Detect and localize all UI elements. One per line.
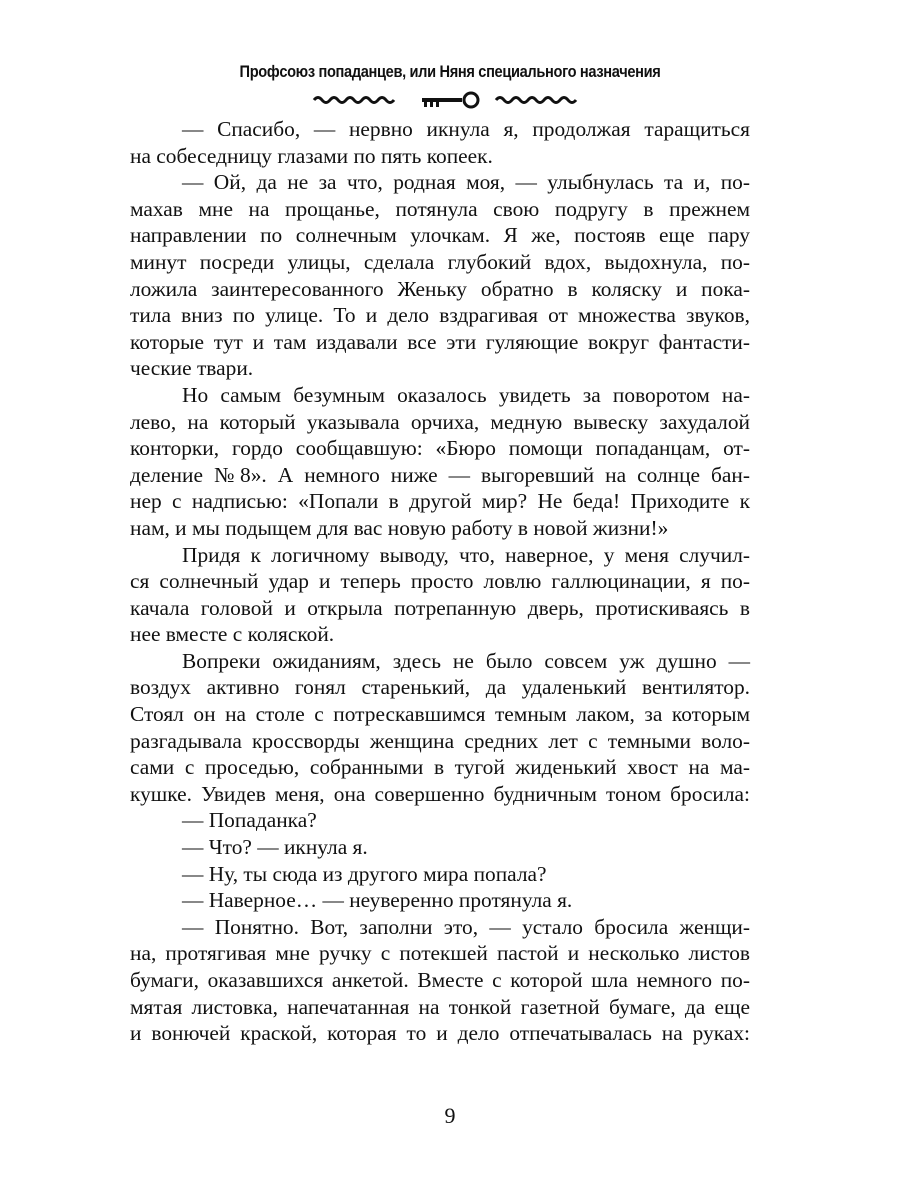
text-line: нее вместе с коляской. xyxy=(130,622,335,647)
text-line: на собеседницу глазами по пять копеек. xyxy=(130,143,493,168)
text-line: — Понятно. Вот, заполни это, — устало бросила женщи- xyxy=(182,914,750,939)
text-line: которые тут и там издавали все эти гуляющие вокруг фантасти- xyxy=(130,329,750,354)
text-line: деление №8». А немного ниже — выгоревший на солнце бан- xyxy=(130,462,750,487)
text-line: нер с надписью: «Попали в другой мир? Не беда! Приходите к xyxy=(130,489,750,514)
text-line: минут посреди улицы, сделала глубокий вдох, выдохнула, по- xyxy=(130,249,750,274)
text-line: сами с проседью, собранными в тугой жиденький хвост на ма- xyxy=(130,755,750,780)
left-wave-ornament xyxy=(314,98,394,103)
text-line: — Наверное… — неуверенно протянула я. xyxy=(182,888,573,913)
key-bit-1 xyxy=(424,102,427,107)
text-line: махав мне на прощанье, потянула свою подругу в прежнем xyxy=(130,196,750,221)
text-line: тила вниз по улице. То и дело вздрагивая от множества звуков, xyxy=(130,303,750,328)
text-line: Вопреки ожиданиям, здесь не было совсем уж душно — xyxy=(182,648,750,673)
text-line: мятая листовка, напечатанная на тонкой газетной бумаге, да еще xyxy=(130,994,750,1019)
text-line: воздух активно гонял старенький, да удаленький вентилятор. xyxy=(130,675,750,700)
text-line: ческие твари. xyxy=(130,356,254,381)
page-number: 9 xyxy=(444,1103,456,1128)
text-line: на, протягивая мне ручку с потекшей пастой и несколько листов xyxy=(130,941,750,966)
text-line: — Ой, да не за что, родная моя, — улыбнулась та и, по- xyxy=(182,170,750,195)
text-line: ся солнечный удар и теперь просто ловлю галлюцинации, я по- xyxy=(130,569,750,594)
right-wave-ornament xyxy=(496,98,576,103)
key-shaft xyxy=(422,98,462,102)
text-line: качала головой и открыла потрепанную дверь, протискиваясь в xyxy=(130,595,750,620)
text-line: кушке. Увидев меня, она совершенно будничным тоном бросила: xyxy=(130,781,750,806)
key-ring xyxy=(464,93,478,107)
text-line: лево, на который указывала орчиха, медную вывеску захудалой xyxy=(130,409,750,434)
text-line: бумаги, оказавшихся анкетой. Вместе с которой шла немного по- xyxy=(130,968,750,992)
running-title: Профсоюз попаданцев, или Няня специального назначения xyxy=(239,62,661,81)
text-line: Но самым безумным оказалось увидеть за поворотом на- xyxy=(182,382,750,407)
text-line: Придя к логичному выводу, что, наверное, у меня случил- xyxy=(182,542,750,567)
text-line: — Спасибо, — нервно икнула я, продолжая таращиться xyxy=(182,117,750,141)
body-text xyxy=(130,116,750,1047)
text-line: — Что? — икнула я. xyxy=(182,835,368,860)
text-line: разгадывала кроссворды женщина средних лет с темными воло- xyxy=(130,728,750,753)
decorative-key-ornament xyxy=(300,88,600,112)
text-line: конторки, гордо сообщавшую: «Бюро помощи попаданцам, от- xyxy=(130,436,750,461)
text-line: ложила заинтересованного Женьку обратно в коляску и пока- xyxy=(130,276,750,301)
key-bit-2 xyxy=(430,102,433,107)
text-line: нам, и мы подыщем для вас новую работу в новой жизни!» xyxy=(130,515,669,540)
text-line: и вонючей краской, которая то и дело отпечатывалась на руках: xyxy=(130,1021,750,1046)
text-line: — Попаданка? xyxy=(182,808,317,833)
key-bit-3 xyxy=(436,102,439,107)
text-line: направлении по солнечным улочкам. Я же, постояв еще пару xyxy=(130,223,750,248)
text-line: — Ну, ты сюда из другого мира попала? xyxy=(182,861,547,886)
text-line: Стоял он на столе с потрескавшимся темным лаком, за которым xyxy=(130,702,750,727)
